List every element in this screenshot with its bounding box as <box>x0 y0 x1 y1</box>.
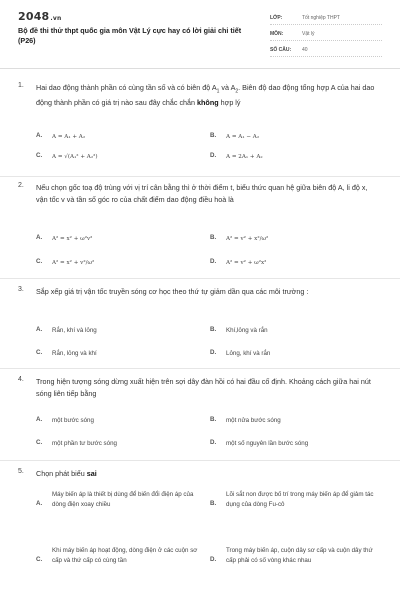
question-4 <box>18 376 382 456</box>
question-text <box>36 468 376 480</box>
option-b[interactable] <box>210 326 268 336</box>
question-number: 5. <box>18 468 24 475</box>
subscript: 2 <box>235 88 239 95</box>
option-a[interactable] <box>36 490 202 510</box>
option-b[interactable] <box>210 234 268 244</box>
option-text: A² = x² + ω²v² <box>52 236 93 242</box>
option-letter: B. <box>210 234 217 241</box>
option-d[interactable] <box>210 349 270 359</box>
option-text: một phần tư bước sóng <box>52 440 117 447</box>
option-b[interactable] <box>210 490 376 510</box>
option-letter: D. <box>210 556 217 563</box>
question-text-part: và A <box>219 83 236 92</box>
option-letter: D. <box>210 152 217 159</box>
option-text: A = 2A₁ + A₂ <box>226 154 263 160</box>
question-3 <box>18 286 382 366</box>
question-1 <box>18 82 382 172</box>
meta-label: LỚP: <box>270 15 283 21</box>
question-divider <box>0 278 400 279</box>
option-d[interactable] <box>210 258 266 268</box>
option-text: một bước sóng <box>52 417 94 424</box>
meta-label: SỐ CÂU: <box>270 47 292 53</box>
option-text: A² = v² + x²/ω² <box>226 236 269 242</box>
option-letter: B. <box>210 132 217 139</box>
meta-value: Vật lý <box>302 31 315 37</box>
option-a[interactable] <box>36 234 92 244</box>
header-divider <box>0 68 400 69</box>
emphasis: sai <box>86 469 97 478</box>
option-letter: C. <box>36 258 43 265</box>
option-text: Rắn, khí và lỏng <box>52 327 97 334</box>
option-text: Khí,lỏng và rắn <box>226 327 268 334</box>
question-divider <box>0 368 400 369</box>
question-number: 3. <box>18 286 24 293</box>
logo-suffix: .vn <box>50 15 62 22</box>
option-letter: B. <box>210 500 217 507</box>
meta-row-subject <box>270 28 382 41</box>
site-logo[interactable] <box>18 10 61 23</box>
option-c[interactable] <box>36 349 97 359</box>
option-text: Trong máy biến áp, cuộn dây sơ cấp và cuộn dây thứ cấp phải có số vòng khác nhau <box>226 547 373 564</box>
option-letter: C. <box>36 439 43 446</box>
question-5 <box>18 468 382 596</box>
option-text: một nửa bước sóng <box>226 417 281 424</box>
option-letter: B. <box>210 416 217 423</box>
option-text: một số nguyên lần bước sóng <box>226 440 309 447</box>
option-a[interactable] <box>36 326 97 336</box>
option-c[interactable] <box>36 152 98 162</box>
question-divider <box>0 176 400 177</box>
question-text-part: Hai dao động thành phần có cùng tần số và có biên độ A <box>36 83 217 92</box>
option-letter: D. <box>210 258 217 265</box>
option-d[interactable] <box>210 439 308 449</box>
option-c[interactable] <box>36 546 202 566</box>
option-d[interactable] <box>210 546 376 566</box>
option-text: Rắn, lỏng và khí <box>52 350 97 357</box>
question-text-part: . Biên độ dao động tổng hợp A của hai dao động thành phần có giá trị nào sau đây chắc chắn <box>36 83 375 108</box>
option-letter: A. <box>36 132 43 139</box>
question-number: 1. <box>18 82 24 89</box>
question-text-part: hợp lý <box>218 98 241 108</box>
question-text: Trong hiện tượng sóng dừng xuất hiện trên sợi dây đàn hồi có hai đầu cố định. Khoảng cách giữa hai nút sóng liên tiếp bằng <box>36 377 371 398</box>
question-number: 2. <box>18 182 24 189</box>
option-text: Lỏng, khí và rắn <box>226 350 271 357</box>
option-d[interactable] <box>210 152 263 162</box>
option-letter: A. <box>36 326 43 333</box>
option-text: A = A₁ + A₂ <box>52 134 86 140</box>
question-text-part: Chọn phát biểu <box>36 469 87 478</box>
logo-text: 2048 <box>18 10 50 23</box>
exam-meta <box>270 12 382 60</box>
option-c[interactable] <box>36 439 117 449</box>
option-letter: C. <box>36 349 43 356</box>
question-text: Nếu chọn gốc toạ độ trùng với vị trí cân bằng thì ở thời điểm t, biểu thức quan hệ giữa biên độ A, li độ x, vận tốc v và tần số góc ro của chất điểm dao động điều hoà là <box>36 183 368 204</box>
option-letter: A. <box>36 500 43 507</box>
option-text: A = A₁ − A₂ <box>226 134 260 140</box>
meta-row-count <box>270 44 382 57</box>
option-text: A = √(A₁² + A₂²) <box>52 154 98 160</box>
meta-row-class <box>270 12 382 25</box>
option-letter: B. <box>210 326 217 333</box>
option-text: Lõi sắt non được bố trí trong máy biến áp để giảm tác dụng của dòng Fu-cô <box>226 491 374 508</box>
option-a[interactable] <box>36 416 94 426</box>
page-title: Bộ đề thi thử thpt quốc gia môn Vật Lý cực hay có lời giải chi tiết (P26) <box>18 26 242 45</box>
option-c[interactable] <box>36 258 94 268</box>
subscript: 1 <box>216 88 220 95</box>
option-letter: C. <box>36 556 43 563</box>
option-a[interactable] <box>36 132 85 142</box>
question-text: Sắp xếp giá trị vận tốc truyền sóng cơ học theo thứ tự giảm dần qua các môi trường : <box>36 287 309 296</box>
option-letter: D. <box>210 349 217 356</box>
option-b[interactable] <box>210 132 259 142</box>
option-letter: A. <box>36 234 43 241</box>
option-letter: C. <box>36 152 43 159</box>
question-text <box>36 82 376 109</box>
question-number: 4. <box>18 376 24 383</box>
option-text: A² = x² + v²/ω² <box>52 260 95 266</box>
meta-value: Tốt nghiệp THPT <box>302 15 340 21</box>
meta-value: 40 <box>302 47 308 53</box>
option-letter: D. <box>210 439 217 446</box>
header <box>18 10 382 66</box>
emphasis: không <box>197 98 219 108</box>
meta-label: MÔN: <box>270 31 284 37</box>
option-letter: A. <box>36 416 43 423</box>
option-text: Máy biến áp là thiết bị dùng để biến đổi điện áp của dòng điện xoay chiều <box>52 491 194 508</box>
question-divider <box>0 460 400 461</box>
option-text: A² = v² + ω²x² <box>226 260 267 266</box>
question-2 <box>18 182 382 274</box>
option-b[interactable] <box>210 416 281 426</box>
option-text: Khi máy biến áp hoạt động, dòng điện ở các cuộn sơ cấp và thứ cấp có cùng tần <box>52 547 198 564</box>
